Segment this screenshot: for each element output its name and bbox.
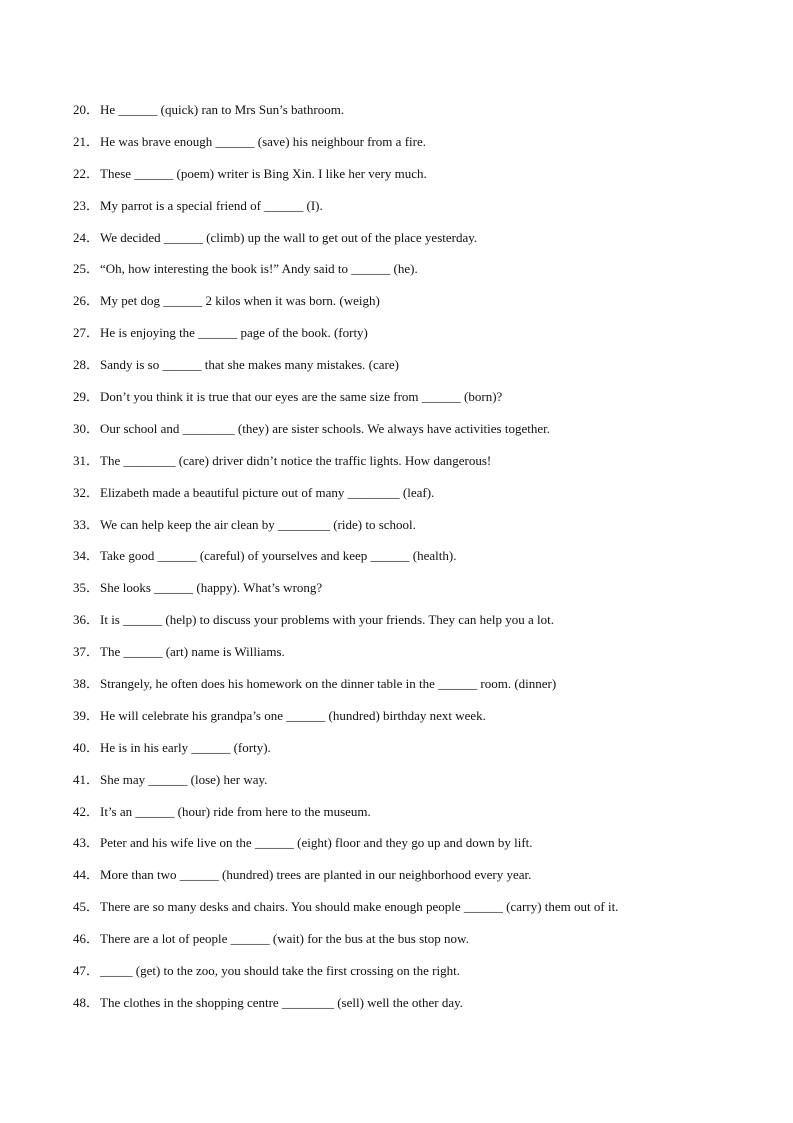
question-item — [73, 483, 763, 515]
question-number: 31． — [73, 452, 100, 468]
question-number: 35． — [73, 580, 100, 596]
question-number: 39． — [73, 707, 100, 723]
question-item — [73, 132, 763, 164]
question-number: 37． — [73, 644, 100, 660]
question-text: My pet dog ______ 2 kilos when it was born. (weigh) — [100, 293, 380, 309]
question-text: These ______ (poem) writer is Bing Xin. I like her very much. — [100, 165, 427, 181]
question-number: 42． — [73, 803, 100, 819]
question-text: She looks ______ (happy). What’s wrong? — [100, 580, 323, 596]
question-text: She may ______ (lose) her way. — [100, 771, 268, 787]
question-text: He will celebrate his grandpa’s one ______ (hundred) birthday next week. — [100, 707, 486, 723]
question-item — [73, 546, 763, 578]
question-item — [73, 578, 763, 610]
question-number: 44． — [73, 867, 100, 883]
question-item — [73, 323, 763, 355]
question-number: 30． — [73, 420, 100, 436]
question-text: There are a lot of people ______ (wait) for the bus at the bus stop now. — [100, 931, 469, 947]
question-item — [73, 833, 763, 865]
question-item — [73, 196, 763, 228]
question-number: 48． — [73, 994, 100, 1010]
question-number: 21． — [73, 133, 100, 149]
question-text: More than two ______ (hundred) trees are planted in our neighborhood every year. — [100, 867, 532, 883]
question-number: 45． — [73, 899, 100, 915]
question-text: We decided ______ (climb) up the wall to get out of the place yesterday. — [100, 229, 478, 245]
question-text: Peter and his wife live on the ______ (eight) floor and they go up and down by lift. — [100, 835, 533, 851]
question-number: 41． — [73, 771, 100, 787]
question-number: 40． — [73, 739, 100, 755]
question-item — [73, 642, 763, 674]
question-text: My parrot is a special friend of ______ (I). — [100, 197, 323, 213]
question-number: 34． — [73, 548, 100, 564]
question-number: 26． — [73, 293, 100, 309]
question-item — [73, 802, 763, 834]
question-number: 29． — [73, 389, 100, 405]
question-item — [73, 228, 763, 260]
question-number: 23． — [73, 197, 100, 213]
question-list — [73, 100, 763, 1025]
question-item — [73, 419, 763, 451]
question-number: 25． — [73, 261, 100, 277]
question-number: 22． — [73, 165, 100, 181]
question-number: 28． — [73, 357, 100, 373]
question-item — [73, 291, 763, 323]
question-number: 46． — [73, 931, 100, 947]
question-text: It is ______ (help) to discuss your problems with your friends. They can help you a lot. — [100, 612, 554, 628]
question-number: 47． — [73, 963, 100, 979]
question-item — [73, 674, 763, 706]
question-item — [73, 865, 763, 897]
question-text: Strangely, he often does his homework on the dinner table in the ______ room. (dinner) — [100, 676, 557, 692]
question-number: 20． — [73, 102, 100, 117]
question-item — [73, 387, 763, 419]
question-item — [73, 738, 763, 770]
question-text: Our school and ________ (they) are sister schools. We always have activities together. — [100, 420, 550, 436]
question-text: He is in his early ______ (forty). — [100, 739, 271, 755]
question-text: Don’t you think it is true that our eyes are the same size from ______ (born)? — [100, 389, 503, 405]
question-item — [73, 451, 763, 483]
question-text: It’s an ______ (hour) ride from here to the museum. — [100, 803, 371, 819]
question-text: “Oh, how interesting the book is!” Andy said to ______ (he). — [100, 261, 418, 277]
question-text: The ______ (art) name is Williams. — [100, 644, 285, 660]
question-item — [73, 929, 763, 961]
question-text: The clothes in the shopping centre ________ (sell) well the other day. — [100, 994, 464, 1010]
question-text: He is enjoying the ______ page of the book. (forty) — [100, 325, 368, 341]
question-text: He ______ (quick) ran to Mrs Sun’s bathroom. — [100, 102, 345, 117]
question-item — [73, 770, 763, 802]
question-item — [73, 610, 763, 642]
question-text: _____ (get) to the zoo, you should take the first crossing on the right. — [100, 963, 460, 979]
question-number: 24． — [73, 229, 100, 245]
question-number: 43． — [73, 835, 100, 851]
question-item — [73, 515, 763, 547]
question-text: He was brave enough ______ (save) his neighbour from a fire. — [100, 133, 426, 149]
question-item — [73, 355, 763, 387]
question-number: 33． — [73, 516, 100, 532]
question-text: There are so many desks and chairs. You should make enough people ______ (carry) them out of it. — [100, 899, 619, 915]
question-number: 27． — [73, 325, 100, 341]
question-text: Take good ______ (careful) of yourselves and keep ______ (health). — [100, 548, 457, 564]
question-item — [73, 961, 763, 993]
question-item — [73, 897, 763, 929]
question-item — [73, 164, 763, 196]
question-item — [73, 259, 763, 291]
question-text: Elizabeth made a beautiful picture out of many ________ (leaf). — [100, 484, 435, 500]
question-number: 38． — [73, 676, 100, 692]
question-item — [73, 993, 763, 1025]
question-number: 32． — [73, 484, 100, 500]
question-text: We can help keep the air clean by ________ (ride) to school. — [100, 516, 416, 532]
question-item — [73, 100, 763, 132]
question-text: Sandy is so ______ that she makes many mistakes. (care) — [100, 357, 399, 373]
question-item — [73, 706, 763, 738]
question-number: 36． — [73, 612, 100, 628]
question-text: The ________ (care) driver didn’t notice the traffic lights. How dangerous! — [100, 452, 492, 468]
